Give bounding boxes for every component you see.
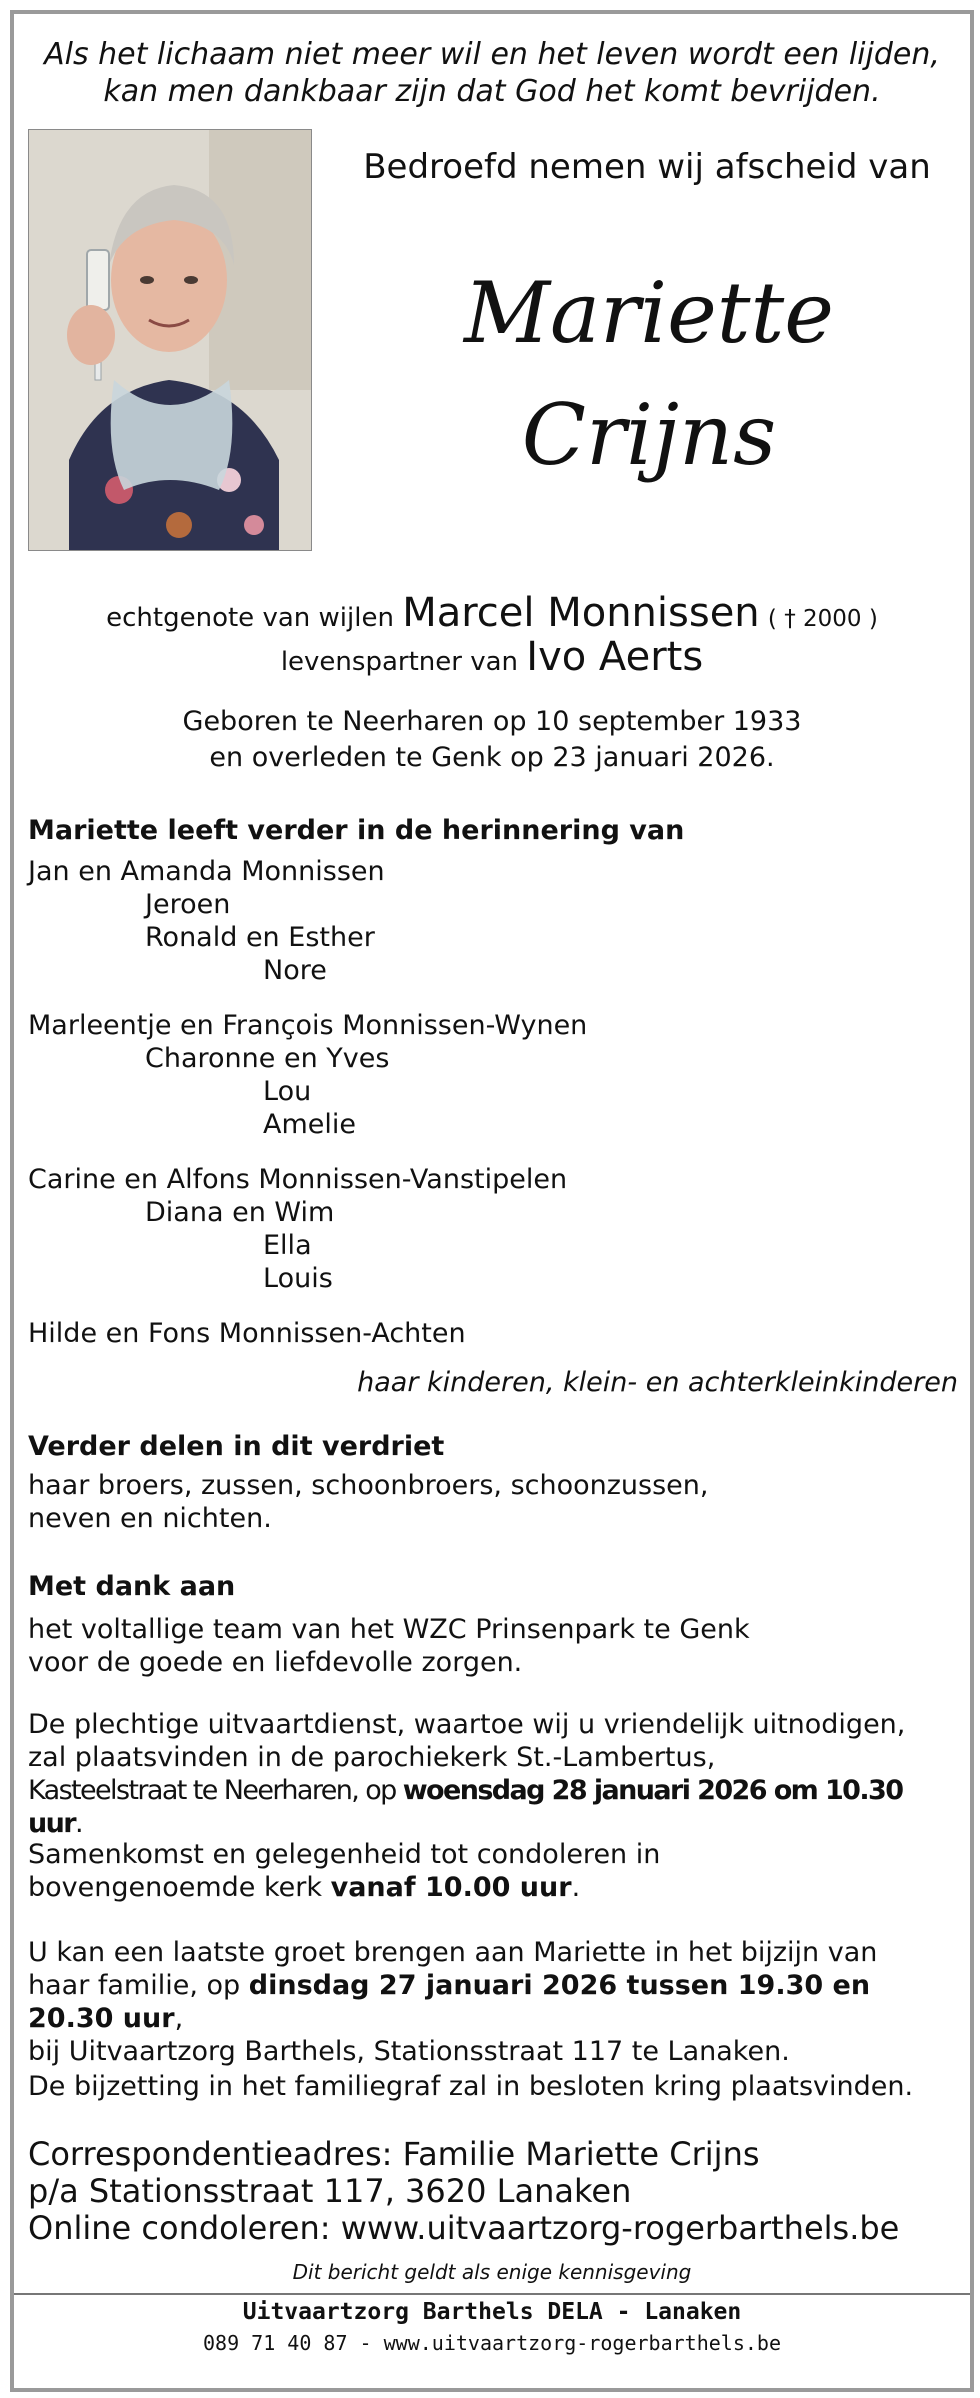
gathering-line-1: Samenkomst en gelegenheid tot condoleren in (28, 1839, 661, 1870)
burial-line: De bijzetting in het familiegraf zal in besloten kring plaatsvinden. (28, 2071, 914, 2102)
visit-comma: , (174, 2003, 184, 2034)
obituary-card (10, 10, 974, 2392)
footer-divider (14, 2293, 970, 2295)
service-section (28, 1708, 958, 1840)
born-line-1: Geboren te Neerharen op 10 september 1933 (182, 706, 802, 737)
notice-text: Dit bericht geldt als enige kennisgeving (292, 2260, 692, 2284)
gathering-time: vanaf 10.00 uur (330, 1872, 572, 1903)
family-grandchild: Ella (263, 1230, 312, 1261)
correspondence-line-3: Online condoleren: www.uitvaartzorg-rogerbarthels.be (28, 2209, 900, 2247)
gathering-line-2 (28, 1871, 958, 1904)
grief-line-1: haar broers, zussen, schoonbroers, schoonzussen, (28, 1470, 709, 1501)
service-line-1: De plechtige uitvaartdienst, waartoe wij u vriendelijk uitnodigen, (28, 1709, 906, 1740)
family-child: Jeroen (145, 889, 231, 920)
memory-signature: haar kinderen, klein- en achterkleinkinderen (357, 1367, 958, 1398)
partner-line (14, 634, 970, 680)
family-grandchild: Lou (263, 1076, 312, 1107)
thanks-line-2: voor de goede en liefdevolle zorgen. (28, 1647, 523, 1678)
footer-contact: 089 71 40 87 - www.uitvaartzorg-rogerbarthels.be (203, 2331, 781, 2355)
family-child: Charonne en Yves (145, 1043, 390, 1074)
family-parents: Jan en Amanda Monnissen (28, 856, 385, 887)
service-line-2: zal plaatsvinden in de parochiekerk St.-Lambertus, (28, 1742, 716, 1773)
grief-heading: Verder delen in dit verdriet (28, 1431, 445, 1462)
service-period: . (74, 1808, 82, 1839)
family-grandchild: Louis (263, 1263, 333, 1294)
deceased-first-name: Mariette (463, 264, 835, 362)
visit-line-3: bij Uitvaartzorg Barthels, Stationsstraat 117 te Lanaken. (28, 2036, 790, 2067)
poem (14, 36, 970, 110)
family-child: Ronald en Esther (145, 922, 375, 953)
portrait-illustration (29, 130, 311, 550)
family-parents: Hilde en Fons Monnissen-Achten (28, 1318, 466, 1349)
thanks-heading: Met dank aan (28, 1571, 236, 1602)
visit-line-2 (28, 1969, 958, 2035)
family-parents: Carine en Alfons Monnissen-Vanstipelen (28, 1164, 568, 1195)
family-3 (28, 1163, 958, 1295)
family-grandchild: Nore (263, 955, 327, 986)
grief-line-2: neven en nichten. (28, 1503, 272, 1534)
family-grandchild: Amelie (263, 1109, 356, 1140)
gathering-section (28, 1838, 958, 1904)
born-line-2: en overleden te Genk op 23 januari 2026. (209, 742, 775, 773)
spouse-death: ( † 2000 ) (767, 606, 878, 632)
correspondence-section (28, 2136, 958, 2247)
partner-prefix: levenspartner van (280, 647, 518, 677)
poem-line-2: kan men dankbaar zijn dat God het komt bevrijden. (103, 74, 881, 109)
family-parents: Marleentje en François Monnissen-Wynen (28, 1010, 588, 1041)
correspondence-line-2: p/a Stationsstraat 117, 3620 Lanaken (28, 2172, 632, 2210)
grief-section (28, 1430, 958, 1535)
deceased-last-name: Crijns (521, 386, 777, 484)
service-location: Kasteelstraat te Neerharen, op (28, 1775, 403, 1806)
portrait-photo (28, 129, 312, 551)
gathering-place: bovengenoemde kerk (28, 1872, 331, 1903)
family-1 (28, 855, 958, 987)
visit-line-1: U kan een laatste groet brengen aan Mariette in het bijzijn van (28, 1937, 878, 1968)
gathering-period: . (571, 1872, 581, 1903)
family-child: Diana en Wim (145, 1197, 335, 1228)
family-4 (28, 1317, 958, 1350)
footer-company: Uitvaartzorg Barthels DELA - Lanaken (242, 2299, 742, 2325)
service-line-3 (28, 1774, 958, 1840)
poem-line-1: Als het lichaam niet meer wil en het leven wordt een lijden, (44, 37, 940, 72)
spouse-prefix: echtgenote van wijlen (106, 603, 394, 633)
service-datetime: woensdag 28 januari 2026 om 10.30 uur (28, 1775, 903, 1839)
spouse-name: Marcel Monnissen (402, 590, 760, 636)
visit-section (28, 1936, 958, 2068)
partner-name: Ivo Aerts (526, 634, 704, 680)
memory-section (28, 814, 958, 1399)
memory-heading: Mariette leeft verder in de herinnering van (28, 815, 685, 846)
spouse-line (14, 590, 970, 636)
birth-death-info (14, 704, 970, 776)
correspondence-line-1: Correspondentieadres: Familie Mariette Crijns (28, 2135, 760, 2173)
visit-datetime: dinsdag 27 januari 2026 tussen 19.30 en 20.30 uur (28, 1970, 871, 2034)
intro-text: Bedroefd nemen wij afscheid van (363, 147, 931, 187)
family-2 (28, 1009, 958, 1141)
visit-prefix: haar familie, op (28, 1970, 249, 2001)
thanks-line-1: het voltallige team van het WZC Prinsenpark te Genk (28, 1614, 750, 1645)
thanks-section (28, 1570, 958, 1679)
